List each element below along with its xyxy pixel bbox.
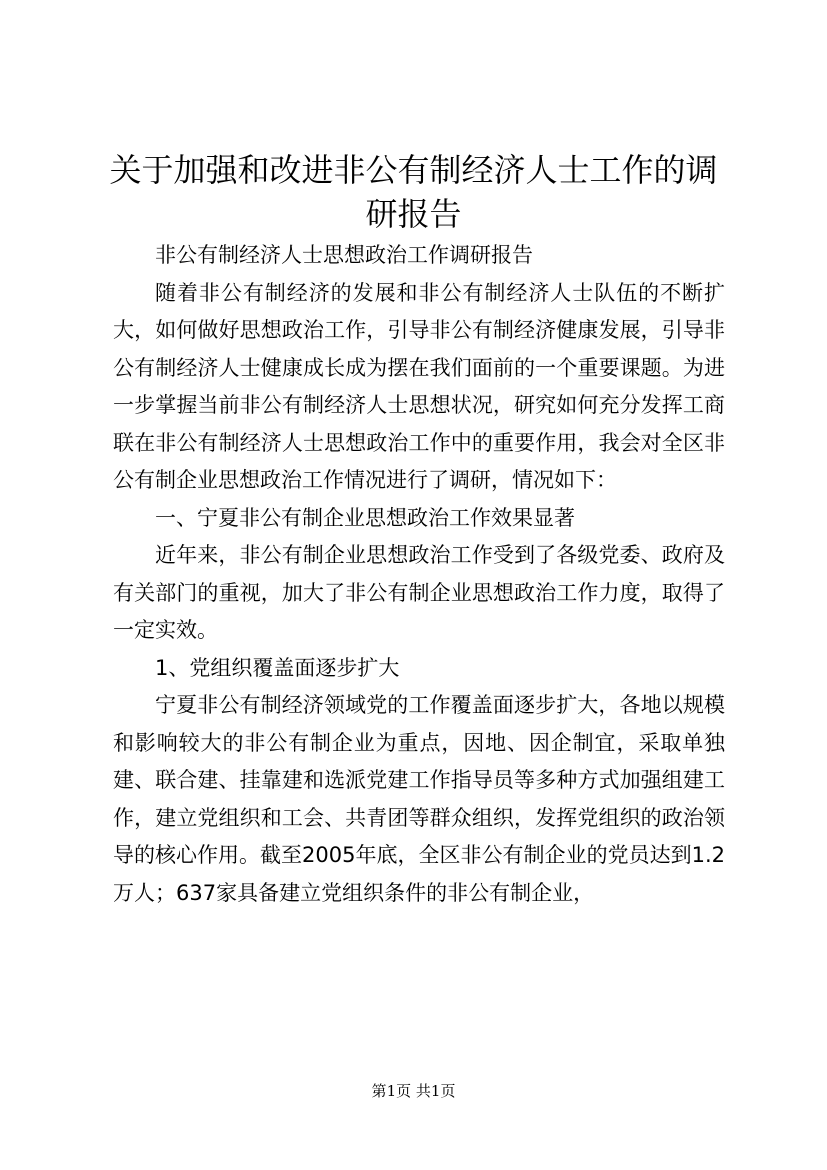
page-middle: 页 共 [396,1082,431,1100]
page-footer [0,1081,827,1101]
section-heading-1: 一、宁夏非公有制企业思想政治工作效果显著 [155,505,575,530]
document-body [113,237,725,912]
subsection-paragraph-1: 宁夏非公有制经济领域党的工作覆盖面逐步扩大，各地以规模和影响较大的非公有制企业为重点，因地、因企制宜，采取单独建、联合建、挂靠建和选派党建工作指导员等多种方式加强组建工作，建立党组织和工会、共青团等群众组织，发挥党组织的政治领导的核心作用。截至2005年底，全区非公有制企业的党员达到1.2万人；637家具备建立党组织条件的非公有制企业， [113,693,725,905]
subtitle-paragraph: 非公有制经济人士思想政治工作调研报告 [155,243,533,267]
page-suffix: 页 [440,1082,456,1100]
section-paragraph-1: 近年来，非公有制企业思想政治工作受到了各级党委、政府及有关部门的重视，加大了非公有制企业思想政治工作力度，取得了一定实效。 [113,543,725,642]
intro-paragraph: 随着非公有制经济的发展和非公有制经济人士队伍的不断扩大，如何做好思想政治工作，引导非公有制经济健康发展，引导非公有制经济人士健康成长成为摆在我们面前的一个重要课题。为进一步掌握当前非公有制经济人士思想状况，研究如何充分发挥工商联在非公有制经济人士思想政治工作中的重要作用，我会对全区非公有制企业思想政治工作情况进行了调研，情况如下： [113,280,725,492]
page-prefix: 第 [371,1082,387,1100]
page-number: 1 [386,1082,397,1100]
subsection-heading-1: 1、党组织覆盖面逐步扩大 [155,655,400,680]
page-total: 1 [430,1082,441,1100]
document-title: 关于加强和改进非公有制经济人士工作的调研报告 [109,151,718,233]
